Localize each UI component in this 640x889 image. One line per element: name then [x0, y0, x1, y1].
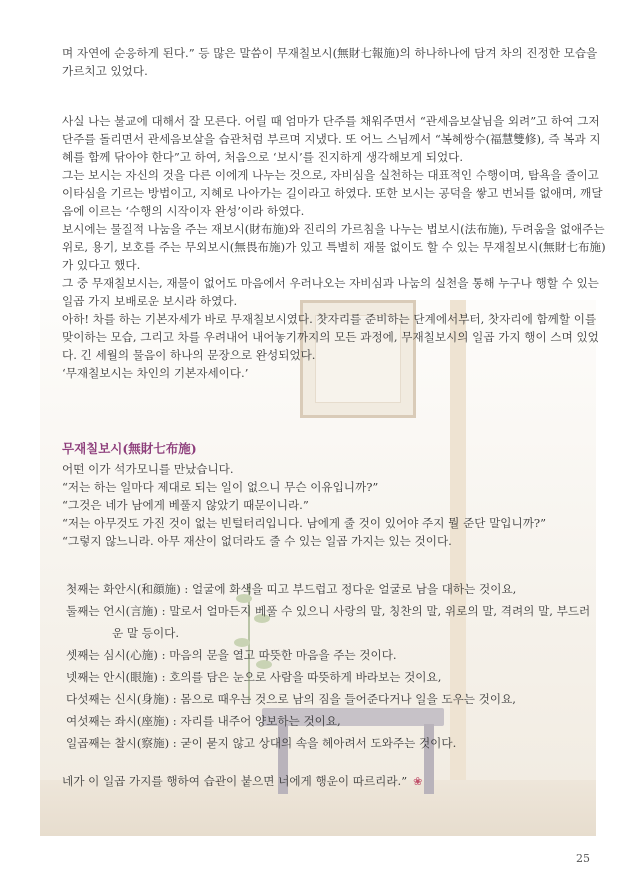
- flower-icon: ❀: [413, 775, 423, 788]
- text-line: 일곱 가지 보배로운 보시라 하였다.: [62, 294, 238, 308]
- text-line: 그 중 무재칠보시는, 재물이 없어도 마음에서 우러나오는 자비심과 나눔의 실천을 통해 누구나 행할 수 있는: [62, 276, 599, 290]
- closing-line: [62, 772, 592, 791]
- list-item: 여섯째는 좌시(座施) : 자리를 내주어 양보하는 것이요,: [66, 714, 341, 728]
- dialogue: [62, 460, 592, 550]
- list-item: 다섯째는 신시(身施) : 몸으로 때우는 것으로 남의 짐을 들어준다거나 일을 도우는 것이요,: [66, 692, 516, 706]
- text-line: 보시에는 물질적 나눔을 주는 재보시(財布施)와 진리의 가르침을 나누는 법보시(法布施), 두려움을 없애주는: [62, 222, 605, 236]
- text-line: 음에 이르는 ‘수행의 시작이자 완성’이라 하였다.: [62, 204, 305, 218]
- text-line: 가르치고 있었다.: [62, 64, 148, 78]
- text-line: 사실 나는 불교에 대해서 잘 모른다. 어릴 때 엄마가 단주를 채워주면서 “관세음보살님을 외려”고 하여 그저: [62, 114, 600, 128]
- page-number: 25: [576, 852, 590, 865]
- dialogue-line: 어떤 이가 석가모니를 만났습니다.: [62, 462, 234, 476]
- text-line: 며 자연에 순응하게 된다.” 등 많은 말씀이 무재칠보시(無財七報施)의 하나하나에 담겨 차의 진정한 모습을: [62, 46, 598, 60]
- text-line: ‘무재칠보시는 차인의 기본자세이다.’: [62, 366, 249, 380]
- text-line: 그는 보시는 자신의 것을 다른 이에게 나누는 것으로, 자비심을 실천하는 대표적인 수행이며, 탐욕을 줄이고: [62, 168, 599, 182]
- text-line: 혜를 함께 닦아야 한다”고 하여, 처음으로 ‘보시’를 진지하게 생각해보게 되었다.: [62, 150, 464, 164]
- dialogue-line: “저는 하는 일마다 제대로 되는 일이 없으니 무슨 이유입니까?”: [62, 480, 379, 494]
- dialogue-line: “그것은 네가 남에게 베풀지 않았기 때문이니라.”: [62, 498, 309, 512]
- text-line: 다. 긴 세월의 물음이 하나의 문장으로 완성되었다.: [62, 348, 316, 362]
- list-item-continuation: 운 말 등이다.: [112, 626, 180, 640]
- section-heading: 무재칠보시(無財七布施): [62, 441, 197, 456]
- intro-paragraph: [62, 44, 598, 80]
- dialogue-line: “저는 아무것도 가진 것이 없는 빈털터리입니다. 남에게 줄 것이 있어야 주지 뭘 준단 말입니까?”: [62, 516, 547, 530]
- text-line: 위로, 용기, 보호를 주는 무외보시(無畏布施)가 있고 특별히 재물 없이도 할 수 있는 무재칠보시(無財七布施): [62, 240, 606, 254]
- closing-text: 네가 이 일곱 가지를 행하여 습관이 붙으면 너에게 행운이 따르리라.”: [62, 774, 408, 788]
- text-line: 이타심을 기르는 방법이고, 지혜로 나아가는 길이라고 하였다. 또한 보시는 공덕을 쌓고 번뇌를 없애며, 깨달: [62, 186, 603, 200]
- text-line: 가 있다고 했다.: [62, 258, 141, 272]
- list-item: 일곱째는 찰시(察施) : 굳이 묻지 않고 상대의 속을 헤아려서 도와주는 것이다.: [66, 736, 457, 750]
- text-line: 맞이하는 모습, 그리고 차를 우려내어 내어놓기까지의 모든 과정에, 무재칠보시의 일곱 가지 행이 스며 있었: [62, 330, 599, 344]
- seven-gifts-list: [66, 578, 596, 754]
- list-item: 둘째는 언시(言施) : 말로서 얼마든지 베풀 수 있으니 사랑의 말, 칭찬의 말, 위로의 말, 격려의 말, 부드러: [66, 604, 591, 618]
- list-item: 넷째는 안시(眼施) : 호의를 담은 눈으로 사람을 따뜻하게 바라보는 것이요,: [66, 670, 442, 684]
- list-item: 첫째는 화안시(和顔施) : 얼굴에 화색을 띠고 부드럽고 정다운 얼굴로 남을 대하는 것이요,: [66, 582, 517, 596]
- text-line: 단주를 돌리면서 관세음보살을 습관처럼 부르며 지냈다. 또 어느 스님께서 “복혜쌍수(福慧雙修), 즉 복과 지: [62, 132, 601, 146]
- text-line: 아하! 차를 하는 기본자세가 바로 무재칠보시였다. 찻자리를 준비하는 단계에서부터, 찻자리에 함께할 이를: [62, 312, 597, 326]
- list-item: 셋째는 심시(心施) : 마음의 문을 열고 따뜻한 마음을 주는 것이다.: [66, 648, 397, 662]
- body-paragraphs: [62, 112, 606, 382]
- dialogue-line: “그렇지 않느니라. 아무 재산이 없더라도 줄 수 있는 일곱 가지는 있는 것이다.: [62, 534, 452, 548]
